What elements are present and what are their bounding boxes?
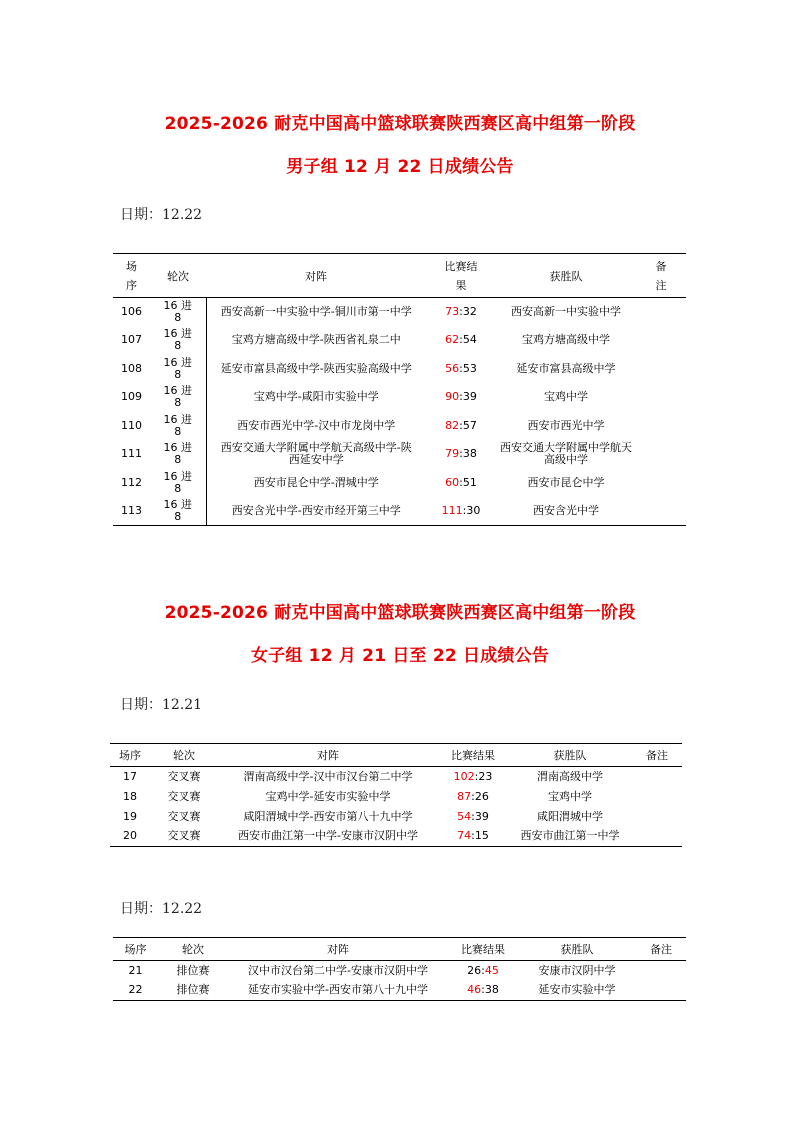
round-cell: 16 进 8 bbox=[163, 299, 192, 324]
table-row bbox=[113, 981, 686, 1001]
table-row bbox=[110, 767, 682, 787]
winner-cell: 西安交通大学附属中学航天 高级中学 bbox=[500, 441, 632, 467]
score-away: 57 bbox=[462, 418, 477, 432]
score-cell bbox=[426, 440, 496, 469]
matchup-cell: 汉中市汉台第二中学-安康市汉阴中学 bbox=[248, 963, 428, 977]
women-header-row-a bbox=[110, 744, 682, 767]
matchup-cell: 西安市昆仑中学-渭城中学 bbox=[206, 469, 426, 498]
score-separator: : bbox=[471, 809, 475, 823]
col-header: 比赛结 果 bbox=[426, 254, 496, 298]
game-number: 21 bbox=[128, 963, 143, 977]
table-row bbox=[110, 827, 682, 847]
col-header: 对阵 bbox=[218, 744, 438, 767]
col-header: 比赛结果 bbox=[438, 744, 508, 767]
score-home: 90 bbox=[445, 390, 460, 404]
round-cell: 交叉赛 bbox=[150, 827, 218, 847]
score-home: 26 bbox=[467, 963, 482, 977]
game-number: 19 bbox=[123, 809, 137, 823]
score-home: 73 bbox=[445, 305, 460, 318]
score-cell bbox=[426, 355, 496, 384]
women-title-line1: 2025-2026 耐克中国高中篮球联赛陕西赛区高中组第一阶段 bbox=[164, 603, 636, 623]
winner-cell: 延安市富县高级中学 bbox=[516, 361, 616, 375]
game-number: 108 bbox=[121, 361, 142, 375]
matchup-cell: 西安市西光中学-汉中市龙岗中学 bbox=[206, 412, 426, 441]
score-separator: : bbox=[481, 983, 485, 997]
winner-cell: 安康市汉阴中学 bbox=[538, 963, 616, 977]
score-cell bbox=[448, 981, 518, 1001]
score-separator: : bbox=[459, 333, 463, 347]
score-home: 87 bbox=[457, 789, 472, 803]
women-date-b: 日期：12.22 bbox=[120, 901, 203, 917]
note-cell bbox=[632, 807, 682, 827]
winner-cell: 西安市昆仑中学 bbox=[527, 475, 605, 489]
score-cell bbox=[438, 787, 508, 807]
col-header: 场 序 bbox=[113, 254, 150, 298]
score-home: 74 bbox=[457, 829, 472, 843]
score-away: 53 bbox=[462, 361, 477, 375]
winner-cell: 宝鸡中学 bbox=[548, 789, 592, 803]
col-header: 获胜队 bbox=[508, 744, 632, 767]
score-away: 39 bbox=[474, 809, 489, 823]
note-cell bbox=[636, 326, 686, 355]
round-cell: 交叉赛 bbox=[167, 809, 201, 823]
round-cell: 16 进 8 bbox=[163, 355, 192, 381]
round-cell: 16 进 8 bbox=[163, 441, 192, 467]
table-row bbox=[113, 412, 686, 441]
winner-cell: 宝鸡方塘高级中学 bbox=[522, 333, 610, 347]
women-header-row-b bbox=[113, 938, 686, 961]
score-away: 26 bbox=[474, 789, 489, 803]
matchup-cell: 延安市富县高级中学-陕西实验高级中学 bbox=[206, 355, 426, 384]
score-separator: : bbox=[471, 829, 475, 843]
score-home: 54 bbox=[457, 809, 472, 823]
note-cell bbox=[636, 383, 686, 412]
score-cell bbox=[438, 827, 508, 847]
score-home: 82 bbox=[445, 418, 460, 432]
round-cell: 交叉赛 bbox=[167, 769, 201, 783]
score-away: 45 bbox=[484, 963, 499, 977]
col-header: 轮次 bbox=[158, 938, 228, 961]
round-cell: 交叉赛 bbox=[167, 789, 201, 803]
col-header: 轮次 bbox=[150, 744, 218, 767]
table-row bbox=[113, 440, 686, 469]
score-separator: : bbox=[459, 418, 463, 432]
game-number: 112 bbox=[121, 475, 142, 489]
score-cell bbox=[438, 767, 508, 787]
round-cell: 16 进 8 bbox=[163, 469, 192, 495]
score-home: 60 bbox=[445, 475, 460, 489]
note-cell bbox=[636, 412, 686, 441]
round-cell: 16 进 8 bbox=[163, 327, 192, 353]
table-row bbox=[110, 807, 682, 827]
score-cell bbox=[426, 298, 496, 327]
col-header: 获胜队 bbox=[496, 254, 636, 298]
note-cell bbox=[636, 497, 686, 526]
game-number: 17 bbox=[123, 769, 137, 783]
score-away: 54 bbox=[462, 333, 477, 347]
score-away: 23 bbox=[478, 769, 493, 783]
note-cell bbox=[632, 767, 682, 787]
col-header: 比赛结果 bbox=[448, 938, 518, 961]
score-separator: : bbox=[459, 447, 463, 461]
note-cell bbox=[636, 981, 686, 1001]
winner-cell: 咸阳渭城中学 bbox=[537, 809, 603, 823]
col-header: 场序 bbox=[110, 744, 150, 767]
note-cell bbox=[632, 827, 682, 847]
game-number: 111 bbox=[121, 447, 142, 461]
winner-cell: 渭南高级中学 bbox=[537, 769, 603, 783]
matchup-cell: 西安含光中学-西安市经开第三中学 bbox=[206, 497, 426, 526]
winner-cell: 西安市西光中学 bbox=[527, 418, 605, 432]
col-header: 轮次 bbox=[150, 254, 206, 298]
round-cell: 排位赛 bbox=[176, 963, 210, 977]
score-separator: : bbox=[459, 475, 463, 489]
game-number: 18 bbox=[123, 789, 137, 803]
note-cell bbox=[636, 961, 686, 981]
round-cell: 排位赛 bbox=[158, 981, 228, 1001]
game-number: 22 bbox=[113, 981, 158, 1001]
score-separator: : bbox=[459, 305, 463, 318]
note-cell bbox=[636, 298, 686, 327]
table-row bbox=[113, 298, 686, 327]
matchup-cell: 延安市实验中学-西安市第八十九中学 bbox=[228, 981, 448, 1001]
score-away: 51 bbox=[462, 475, 477, 489]
score-home: 56 bbox=[445, 361, 460, 375]
matchup-cell: 宝鸡中学-延安市实验中学 bbox=[265, 789, 391, 803]
round-cell: 16 进 8 bbox=[163, 384, 192, 410]
col-header: 备 注 bbox=[636, 254, 686, 298]
men-results-table bbox=[113, 253, 686, 526]
score-separator: : bbox=[481, 963, 485, 977]
score-away: 38 bbox=[484, 983, 499, 997]
game-number: 20 bbox=[110, 827, 150, 847]
men-title-line2: 男子组 12 月 22 日成绩公告 bbox=[286, 157, 514, 177]
game-number: 110 bbox=[121, 418, 142, 432]
score-separator: : bbox=[462, 504, 467, 517]
note-cell bbox=[632, 787, 682, 807]
round-cell: 16 进 8 bbox=[163, 412, 192, 438]
score-away: 38 bbox=[462, 447, 477, 461]
winner-cell: 延安市实验中学 bbox=[518, 981, 636, 1001]
table-row bbox=[110, 787, 682, 807]
col-header: 获胜队 bbox=[518, 938, 636, 961]
score-away: 32 bbox=[462, 305, 477, 318]
score-cell bbox=[426, 469, 496, 498]
score-cell bbox=[426, 326, 496, 355]
note-cell bbox=[636, 440, 686, 469]
table-row bbox=[113, 355, 686, 384]
score-home: 46 bbox=[467, 983, 482, 997]
matchup-cell: 渭南高级中学-汉中市汉台第二中学 bbox=[243, 769, 413, 783]
col-header: 备注 bbox=[636, 938, 686, 961]
men-title-line1: 2025-2026 耐克中国高中篮球联赛陕西赛区高中组第一阶段 bbox=[164, 114, 636, 134]
matchup-cell: 宝鸡方塘高级中学-陕西省礼泉二中 bbox=[206, 326, 426, 355]
matchup-cell: 西安高新一中实验中学-铜川市第一中学 bbox=[206, 298, 426, 327]
game-number: 107 bbox=[121, 333, 142, 347]
score-cell bbox=[438, 807, 508, 827]
women-date-a: 日期：12.21 bbox=[120, 697, 203, 713]
score-cell bbox=[426, 497, 496, 526]
table-row bbox=[113, 469, 686, 498]
winner-cell: 西安高新一中实验中学 bbox=[511, 305, 621, 318]
round-cell: 16 进 8 bbox=[150, 497, 206, 526]
col-header: 场序 bbox=[113, 938, 158, 961]
note-cell bbox=[636, 469, 686, 498]
score-home: 111 bbox=[441, 504, 463, 517]
score-home: 79 bbox=[445, 447, 460, 461]
matchup-cell: 西安交通大学附属中学航天高级中学-陕 西延安中学 bbox=[206, 440, 426, 469]
score-home: 102 bbox=[453, 769, 475, 783]
table-row bbox=[113, 383, 686, 412]
winner-cell: 西安市曲江第一中学 bbox=[508, 827, 632, 847]
game-number: 106 bbox=[121, 305, 142, 318]
score-separator: : bbox=[471, 789, 475, 803]
score-separator: : bbox=[459, 390, 463, 404]
note-cell bbox=[636, 355, 686, 384]
col-header: 对阵 bbox=[228, 938, 448, 961]
table-row bbox=[113, 961, 686, 981]
score-separator: : bbox=[474, 769, 479, 783]
col-header: 备注 bbox=[632, 744, 682, 767]
matchup-cell: 西安市曲江第一中学-安康市汉阴中学 bbox=[218, 827, 438, 847]
table-row bbox=[113, 326, 686, 355]
game-number: 113 bbox=[113, 497, 150, 526]
score-away: 30 bbox=[466, 504, 481, 517]
table-row bbox=[113, 497, 686, 526]
score-home: 62 bbox=[445, 333, 460, 347]
women-results-table-b bbox=[113, 937, 686, 1001]
score-away: 39 bbox=[462, 390, 477, 404]
men-header-row bbox=[113, 254, 686, 298]
score-cell bbox=[448, 961, 518, 981]
women-results-table-a bbox=[110, 743, 682, 847]
score-cell bbox=[426, 383, 496, 412]
game-number: 109 bbox=[121, 390, 142, 404]
winner-cell: 宝鸡中学 bbox=[544, 390, 588, 404]
men-date: 日期：12.22 bbox=[120, 207, 203, 223]
score-away: 15 bbox=[474, 829, 489, 843]
winner-cell: 西安含光中学 bbox=[496, 497, 636, 526]
matchup-cell: 咸阳渭城中学-西安市第八十九中学 bbox=[243, 809, 413, 823]
score-separator: : bbox=[459, 361, 463, 375]
score-cell bbox=[426, 412, 496, 441]
women-title-line2: 女子组 12 月 21 日至 22 日成绩公告 bbox=[250, 646, 550, 666]
matchup-cell: 宝鸡中学-咸阳市实验中学 bbox=[206, 383, 426, 412]
col-header: 对阵 bbox=[206, 254, 426, 298]
